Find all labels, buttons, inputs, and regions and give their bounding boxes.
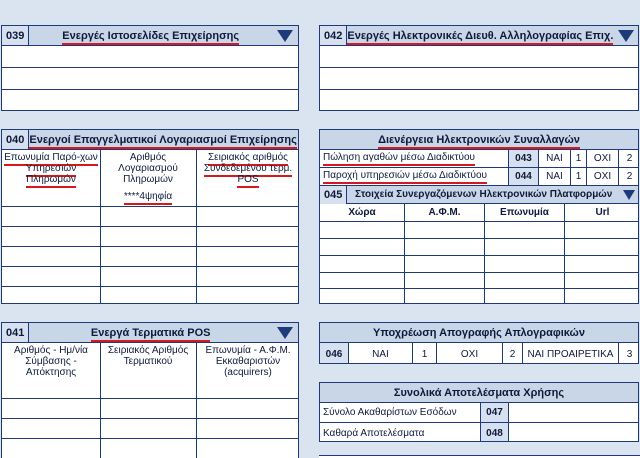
option-yes-number: 1 (570, 150, 586, 167)
entry-row[interactable] (320, 90, 638, 111)
section-title: Ενεργές Ηλεκτρονικές Διευθ. Αλληλογραφίας Επιχ. (347, 30, 613, 45)
entry-row[interactable] (320, 239, 638, 256)
field-code: 048 (480, 423, 508, 442)
section-041-pos-terminals (1, 322, 299, 458)
option-no[interactable]: ΟΧΙ (586, 168, 618, 185)
section-title: Ενεργά Τερματικά POS (91, 327, 211, 342)
column-header-country: Χώρα (348, 207, 376, 218)
entry-row[interactable] (2, 439, 298, 458)
section-045-header (320, 186, 638, 204)
row-046 (320, 343, 638, 364)
section-header (320, 383, 638, 403)
entry-row[interactable] (2, 419, 298, 439)
section-040-accounts (1, 129, 299, 304)
field-code: 046 (320, 343, 348, 364)
entry-row[interactable] (2, 247, 298, 267)
section-header (2, 323, 298, 343)
entry-row[interactable] (2, 90, 298, 111)
triangle-down-icon[interactable] (623, 190, 635, 200)
row-label: Παροχή υπηρεσιών μέσω Διαδικτύου (323, 170, 487, 184)
triangle-down-icon[interactable] (277, 327, 293, 339)
row-label: Σύνολο Ακαθαρίστων Εσόδων (323, 407, 457, 418)
section-042-emails (319, 25, 639, 111)
entry-row[interactable] (2, 399, 298, 419)
entry-row[interactable] (2, 207, 298, 227)
field-code: 039 (2, 26, 29, 45)
row-043 (320, 150, 638, 168)
option-no-number: 2 (502, 343, 522, 364)
section-inventory-obligation (319, 322, 639, 364)
entry-row[interactable] (320, 256, 638, 273)
row-044 (320, 168, 638, 186)
field-code: 045 (320, 186, 347, 204)
entry-row[interactable] (320, 46, 638, 68)
section-title: Ενεργές Ιστοσελίδες Επιχείρησης (62, 30, 239, 45)
option-optional-number: 3 (618, 343, 639, 364)
section-title: Στοιχεία Συνεργαζόμενων Ηλεκτρονικών Πλατφορμών (355, 189, 613, 200)
section-header (320, 130, 638, 150)
field-code: 047 (480, 403, 508, 422)
column-header-terminal-serial: Σειριακός Αριθμός Τερματικού (107, 345, 189, 367)
option-no-number: 2 (618, 168, 639, 185)
entry-row[interactable] (2, 267, 298, 287)
column-header-contract: Αριθμός - Ημ/νία Σύμβασης - Απόκτησης (14, 345, 88, 378)
amount-field[interactable] (508, 403, 639, 422)
entry-row[interactable] (2, 227, 298, 247)
row-047 (320, 403, 638, 423)
section-total-results (319, 382, 639, 442)
header-row (2, 150, 298, 207)
entry-row[interactable] (2, 46, 298, 68)
section-039-websites (1, 25, 299, 111)
row-label: Καθαρά Αποτελέσματα (323, 427, 425, 439)
field-code: 040 (2, 130, 29, 149)
section-header (2, 130, 298, 150)
entry-row[interactable] (2, 68, 298, 90)
section-header (2, 26, 298, 46)
triangle-down-icon[interactable] (618, 30, 634, 42)
section-title: Υποχρέωση Απογραφής Απλογραφικών (373, 326, 585, 339)
section-electronic-transactions (319, 129, 639, 304)
account-format-note: ****4ψηφία (124, 191, 172, 205)
option-yes[interactable]: ΝΑΙ (538, 168, 570, 185)
option-optional[interactable]: ΝΑΙ ΠΡΟΑΙΡΕΤΙΚΑ (522, 343, 618, 364)
column-header-row (320, 204, 638, 222)
option-no[interactable]: ΟΧΙ (586, 150, 618, 167)
column-header-acquirers: Επωνυμία - Α.Φ.Μ. Εκκαθαριστών (acquirers) (205, 345, 291, 378)
section-header (320, 26, 638, 46)
option-yes-number: 1 (412, 343, 436, 364)
option-yes-number: 1 (570, 168, 586, 185)
entry-row[interactable] (320, 273, 638, 289)
column-header-afm: Α.Φ.Μ. (404, 204, 484, 221)
option-no[interactable]: ΟΧΙ (436, 343, 502, 364)
field-code: 044 (508, 168, 538, 185)
column-header-name: Επωνυμία (484, 204, 564, 221)
section-title: Διενέργεια Ηλεκτρονικών Συναλλαγών (378, 134, 580, 149)
row-label: Πώληση αγαθών μέσω Διαδικτύου (323, 152, 475, 166)
header-row (2, 343, 298, 399)
option-no-number: 2 (618, 150, 639, 167)
section-title: Συνολικά Αποτελέσματα Χρήσης (393, 386, 565, 399)
option-yes[interactable]: ΝΑΙ (348, 343, 412, 364)
triangle-down-icon[interactable] (277, 30, 293, 42)
column-header-account: Αριθμός Λογαριασμού Πληρωμών (118, 152, 178, 185)
section-header (320, 323, 638, 343)
column-header-provider: Επωνυμία Παρό-χων Υπηρεσιών Πληρωμών (4, 152, 98, 188)
column-header-url: Url (564, 204, 639, 221)
field-code: 041 (2, 323, 29, 342)
amount-field[interactable] (508, 423, 639, 442)
entry-row[interactable] (320, 222, 638, 239)
option-yes[interactable]: ΝΑΙ (538, 150, 570, 167)
column-header-pos-serial: Σειριακός αριθμός Συνδεδεμένου τερμ. POS (204, 152, 292, 188)
field-code: 043 (508, 150, 538, 167)
row-048 (320, 423, 638, 442)
section-title: Ενεργοί Επαγγελματικοί Λογαριασμοί Επιχείρησης (29, 134, 296, 149)
entry-row[interactable] (2, 287, 298, 304)
field-code: 042 (320, 26, 347, 45)
entry-row[interactable] (320, 68, 638, 90)
entry-row[interactable] (320, 289, 638, 304)
